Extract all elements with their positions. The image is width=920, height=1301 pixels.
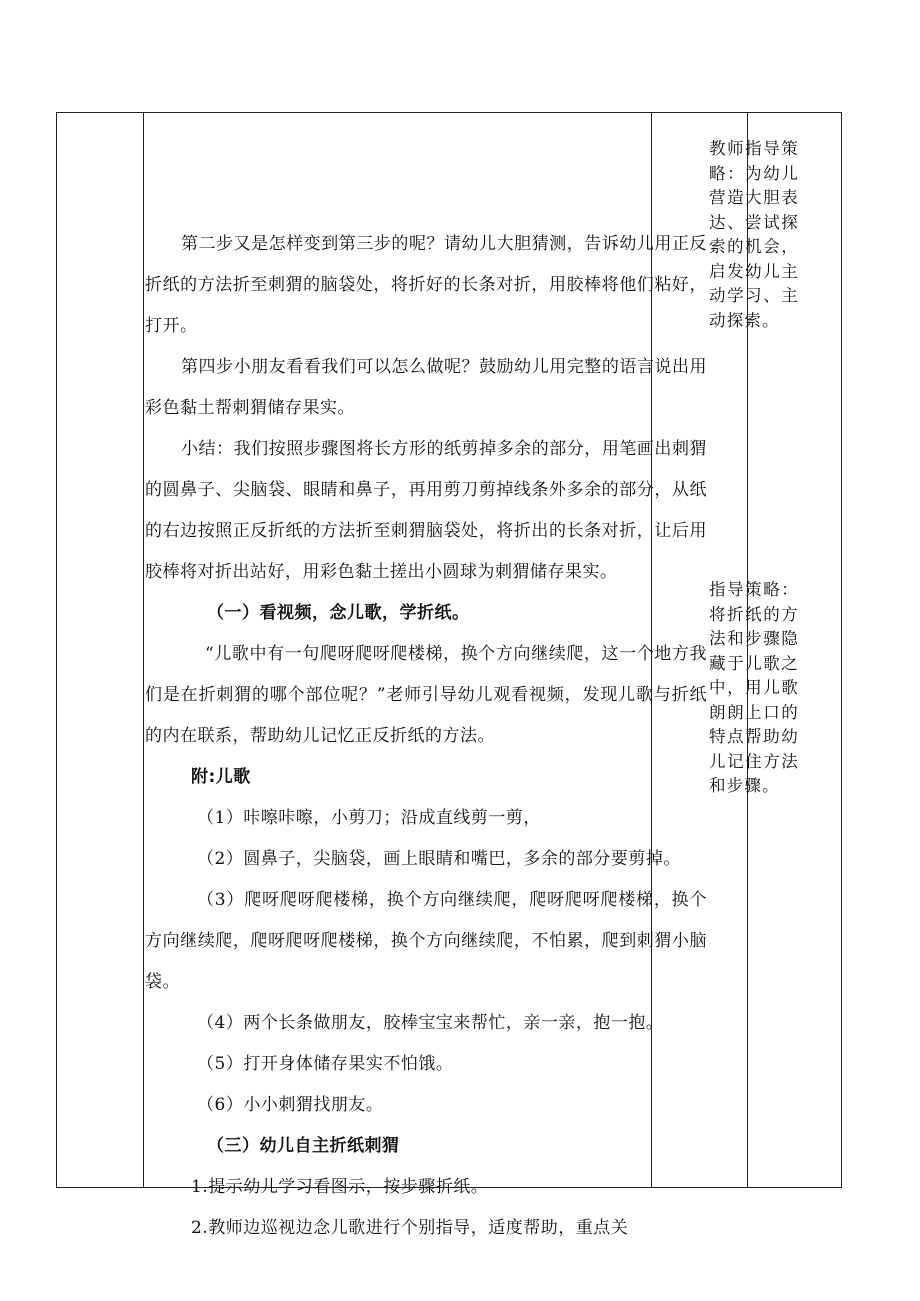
summary-paragraph: 小结：我们按照步骤图将长方形的纸剪掉多余的部分，用笔画出刺猬的圆鼻子、尖脑袋、眼睛和鼻子，再用剪刀剪掉线条外多余的部分，从纸的右边按照正反折纸的方法折至刺猬脑袋处，将折出的长条对折，让后用胶棒将对折出站好，用彩色黏土搓出小圆球为刺猬储存果实。 (145, 439, 707, 582)
lesson-table (56, 112, 842, 1238)
strategy-note-1: 教师指导策略：为幼儿营造大胆表达、尝试探索的机会，启发幼儿主动学习、主动探索。 (709, 139, 799, 330)
column-divider (143, 113, 144, 1187)
song-line-5: （5）打开身体储存果实不怕饿。 (197, 1054, 454, 1074)
section-heading-practice: （三）幼儿自主折纸刺猬 (207, 1136, 400, 1156)
step3-paragraph: 第二步又是怎样变到第三步的呢？请幼儿大胆猜测，告诉幼儿用正反折纸的方法折至刺猬的脑袋处，将折好的长条对折，用胶棒将他们粘好，打开。 (145, 234, 707, 336)
song-line-3: （3）爬呀爬呀爬楼梯，换个方向继续爬，爬呀爬呀爬楼梯，换个方向继续爬，爬呀爬呀爬楼梯，换个方向继续爬，不怕累，爬到刺猬小脑袋。 (145, 890, 707, 992)
song-line-6: （6）小小刺猬找朋友。 (197, 1095, 384, 1115)
activity-process-cell (145, 113, 707, 1238)
practice-step-1: 1.提示幼儿学习看图示，按步骤折纸。 (191, 1177, 489, 1197)
video-paragraph: “儿歌中有一句爬呀爬呀爬楼梯，换个方向继续爬，这一个地方我们是在折刺猬的哪个部位呢？”老师引导幼儿观看视频，发现儿歌与折纸的内在联系，帮助幼儿记忆正反折纸的方法。 (145, 644, 707, 746)
practice-step-2: 2.教师边巡视边念儿歌进行个别指导，适度帮助，重点关 (191, 1218, 629, 1238)
strategy-note-2: 指导策略：将折纸的方法和步骤隐藏于儿歌之中，用儿歌朗朗上口的特点帮助幼儿记住方法和步骤。 (709, 580, 799, 795)
song-line-4: （4）两个长条做朋友，胶棒宝宝来帮忙，亲一亲，抱一抱。 (197, 1013, 664, 1033)
section-heading-video: （一）看视频，念儿歌，学折纸。 (207, 603, 470, 623)
song-heading: 附:儿歌 (191, 767, 251, 787)
step4-paragraph: 第四步小朋友看看我们可以怎么做呢？鼓励幼儿用完整的语言说出用彩色黏土帮刺猬储存果实。 (145, 357, 707, 418)
song-line-2: （2）圆鼻子，尖脑袋，画上眼睛和嘴巴，多余的部分要剪掉。 (197, 849, 681, 869)
song-line-1: （1）咔嚓咔嚓，小剪刀；沿成直线剪一剪， (197, 808, 541, 828)
strategy-cell (709, 113, 799, 1187)
